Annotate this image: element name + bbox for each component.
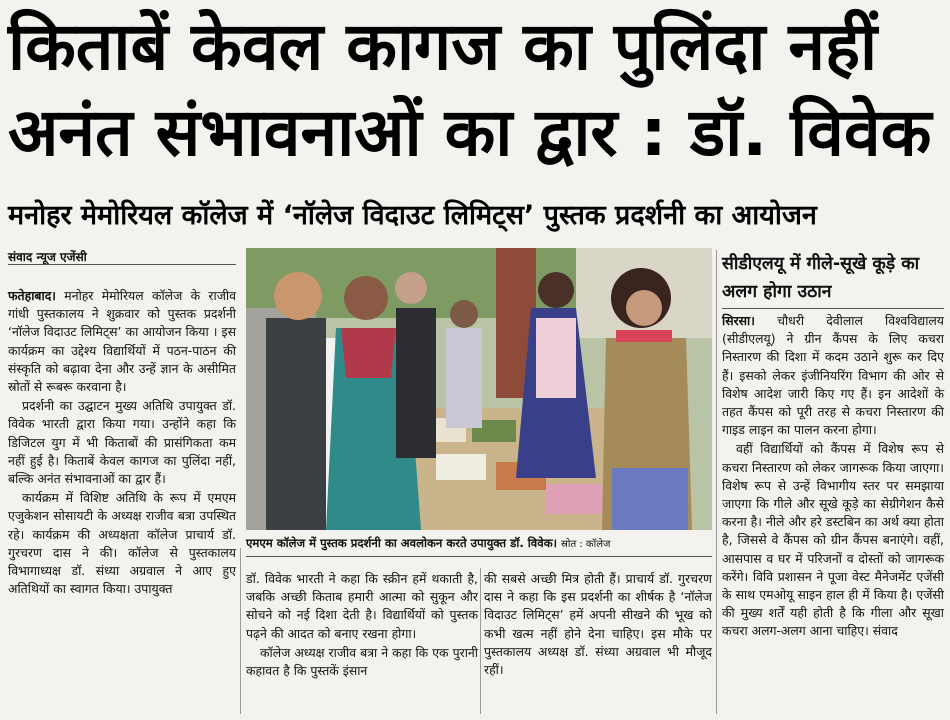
article-paragraph: कार्यक्रम में विशिष्ट अतिथि के रूप में एमएम एजुकेशन सोसायटी के अध्यक्ष राजीव बत्रा उपस्थित रहे। कार्यक्रम की अध्यक्षता कॉलेज प्राचार्य डॉ. गुरचरण दास ने की। कॉलेज से पुस्तकालय विभागाध्यक्ष डॉ. संध्या अग्रवाल ने आए हुए अतिथियों का स्वागत किया। उपायुक्त bbox=[8, 490, 236, 597]
subheadline: मनोहर मेमोरियल कॉलेज में ‘नॉलेज विदाउट लिमिट्स’ पुस्तक प्रदर्शनी का आयोजन bbox=[8, 200, 817, 231]
article-paragraph: की सबसे अच्छी मित्र होती हैं। प्राचार्य डॉ. गुरचरण दास ने कहा कि इस प्रदर्शनी का शीर्षक है ‘नॉलेज विदाउट लिमिट्स’ हमें अपनी सीखने की भूख को कभी खत्म नहीं होने देना चाहिए। इस मौके पर पुस्तकालय अध्यक्ष डॉ. संध्या अग्रवाल भी मौजूद रहीं। bbox=[484, 571, 712, 678]
article-column-3 bbox=[484, 570, 712, 680]
sidebar-divider bbox=[722, 308, 944, 309]
sidebar-paragraph bbox=[722, 440, 944, 640]
byline: संवाद न्यूज एजेंसी bbox=[8, 250, 87, 264]
article-column-2 bbox=[246, 570, 478, 681]
byline-divider bbox=[8, 264, 236, 265]
article-column-1 bbox=[8, 287, 236, 599]
headline-line-2: अनंत संभावनाओं का द्वार : डॉ. विवेक bbox=[8, 94, 932, 171]
column-divider bbox=[480, 568, 481, 714]
article-dateline: फतेहाबाद। bbox=[8, 288, 56, 303]
sidebar-story bbox=[722, 312, 944, 642]
photo-source: स्रोत : कॉलेज bbox=[561, 539, 611, 550]
photo-caption bbox=[246, 534, 712, 554]
sidebar-paragraph bbox=[722, 312, 944, 439]
photo-illustration bbox=[246, 248, 712, 530]
article-paragraph: कॉलेज अध्यक्ष राजीव बत्रा ने कहा कि एक पुरानी कहावत है कि पुस्तकें इंसान bbox=[246, 644, 478, 679]
caption-divider bbox=[246, 556, 712, 557]
headline-line-1: किताबें केवल कागज का पुलिंदा नहीं bbox=[8, 8, 878, 85]
photo-caption-text: एमएम कॉलेज में पुस्तक प्रदर्शनी का अवलोकन करते उपायुक्त डॉ. विवेक। bbox=[246, 536, 557, 550]
article-text: मनोहर मेमोरियल कॉलेज के राजीव गांधी पुस्तकालय ने शुक्रवार को पुस्तक प्रदर्शनी ‘नॉलेज विदाउट लिमिट्स’ का आयोजन किया । इस कार्यक्रम का उद्देश्य विद्यार्थियों में पठन-पाठन की संस्कृति को बढ़ावा देना और उन्हें ज्ञान के असीमित स्रोतों से रूबरू करवाना है। bbox=[8, 288, 236, 395]
article-paragraph: प्रदर्शनी का उद्घाटन मुख्य अतिथि उपायुक्त डॉ. विवेक भारती द्वारा किया गया। उन्होंने कहा कि डिजिटल युग में भी किताबों की प्रासंगिकता कम नहीं हुई है। किताबें केवल कागज का पुलिंदा नहीं, बल्कि अनंत संभावनाओं का द्वार हैं। bbox=[8, 398, 236, 487]
column-divider bbox=[716, 250, 717, 714]
sidebar-text: चौधरी देवीलाल विश्वविद्यालय (सीडीएलयू) ने ग्रीन कैंपस के लिए कचरा निस्तारण की दिशा में कदम उठाने शुरू कर दिए हैं। इसको लेकर इंजीनियरिंग विभाग की ओर से विशेष आदेश जारी किए गए हैं। इन आदेशों के तहत कैंपस को पूरी तरह से कचरा निस्तारण की गाइड लाइन का पालन करना होगा। bbox=[722, 313, 944, 438]
sidebar-headline: सीडीएलयू में गीले-सूखे कूड़े का अलग होगा उठान bbox=[722, 254, 920, 302]
article-paragraph bbox=[8, 287, 236, 396]
sidebar-text: वहीं विद्यार्थियों को कैंपस में विशेष रूप से कचरा निस्तारण को लेकर जागरूक किया जाएगा। विशेष रूप से उन्हें विभागीय स्तर पर समझाया जाएगा कि गीले और सूखे कूड़े का सेग्रीगेशन कैसे करना है। नीले और हरे डस्टबिन का अर्थ क्या होता है, जिससे वे कैंपस को ग्रीन कैंपस बनाएंगे। वहीं, आसपास व घर में परिजनों व दोस्तों को जागरूक करेंगे। विवि प्रशासन ने पूजा वेस्ट मैनेजमेंट एजेंसी के साथ एमओयू साइन हाल ही में किया है। एजेंसी की मुख्य शर्तें यही होती है कि गीला और सूखा कचरा अलग-अलग आना चाहिए। bbox=[722, 441, 944, 639]
sidebar-signoff: संवाद bbox=[872, 623, 898, 639]
news-photo bbox=[246, 248, 712, 530]
column-divider bbox=[240, 548, 241, 714]
sidebar-dateline: सिरसा। bbox=[722, 313, 755, 328]
headline bbox=[8, 4, 944, 176]
article-paragraph: डॉ. विवेक भारती ने कहा कि स्क्रीन हमें थकाती है, जबकि अच्छी किताब हमारी आत्मा को सुकून और सोचने को नई दिशा देती है। विद्यार्थियों को पुस्तक पढ़ने की आदत को बनाए रखना होगा। bbox=[246, 571, 478, 641]
